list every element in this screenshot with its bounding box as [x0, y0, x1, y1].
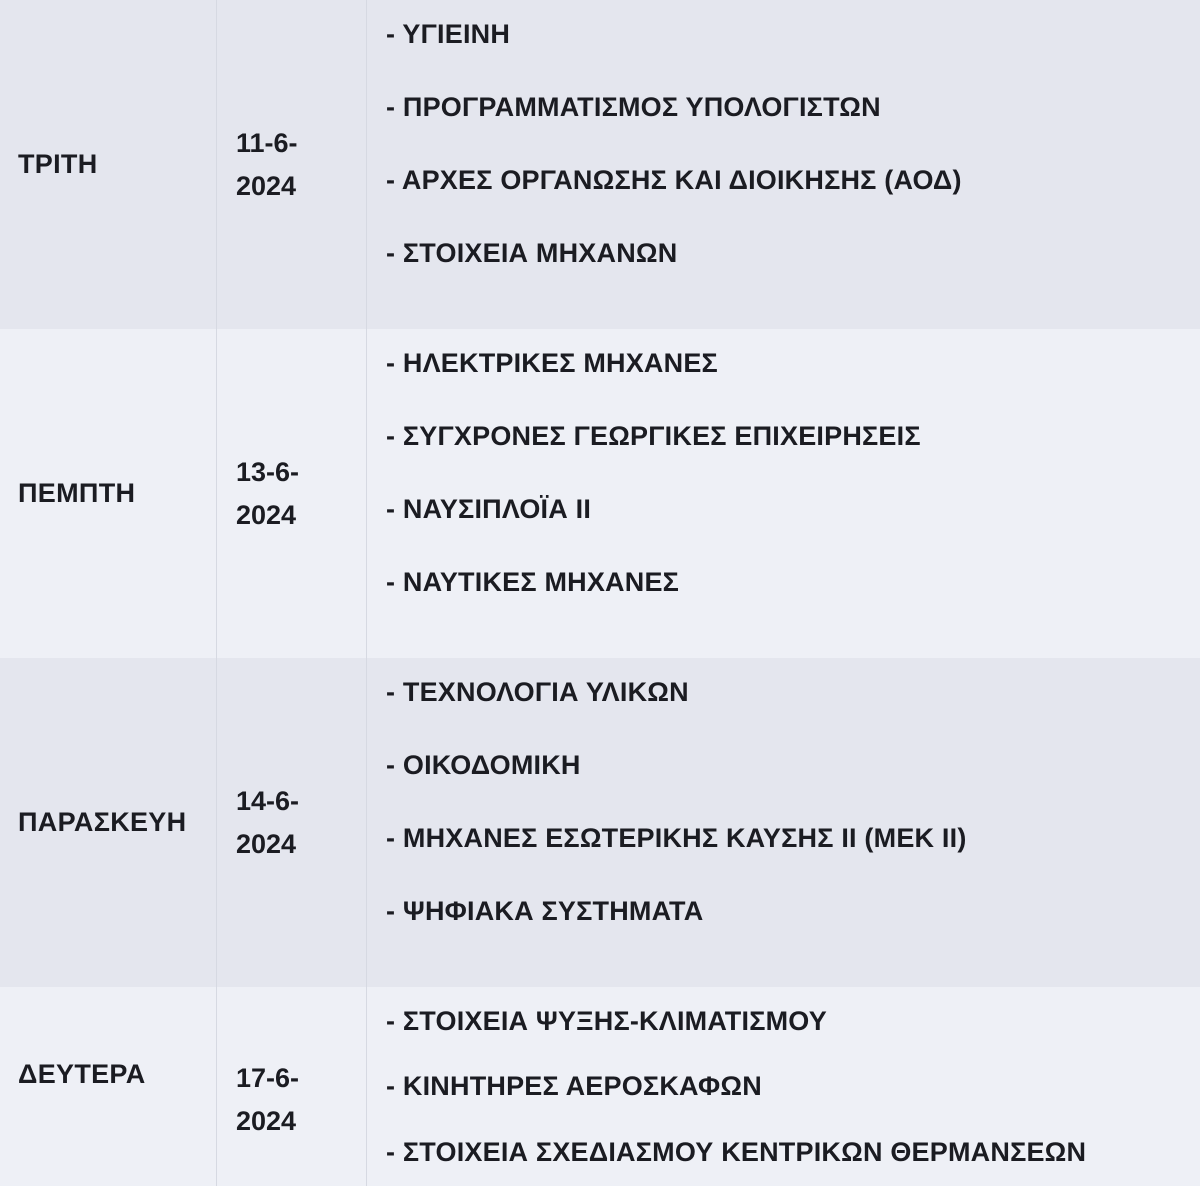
subject-item: - ΠΡΟΓΡΑΜΜΑΤΙΣΜΟΣ ΥΠΟΛΟΓΙΣΤΩΝ: [386, 92, 881, 122]
subject-item: - ΟΙΚΟΔΟΜΙΚΗ: [386, 750, 581, 780]
day-cell: [0, 987, 217, 1186]
subject-item: - ΣΤΟΙΧΕΙΑ ΜΗΧΑΝΩΝ: [386, 238, 678, 268]
date-cell: [217, 329, 367, 658]
date-label: 14-6- 2024: [236, 785, 300, 859]
day-cell: [0, 0, 217, 329]
date-cell: [217, 658, 367, 987]
day-cell: [0, 329, 217, 658]
subject-item: - ΝΑΥΣΙΠΛΟΪΑ ΙΙ: [386, 494, 592, 524]
subject-item: - ΚΙΝΗΤΗΡΕΣ ΑΕΡΟΣΚΑΦΩΝ: [386, 1071, 762, 1102]
subject-item: - ΣΥΓΧΡΟΝΕΣ ΓΕΩΡΓΙΚΕΣ ΕΠΙΧΕΙΡΗΣΕΙΣ: [386, 421, 921, 451]
day-label: ΤΡΙΤΗ: [18, 149, 98, 179]
subject-item: - ΗΛΕΚΤΡΙΚΕΣ ΜΗΧΑΝΕΣ: [386, 348, 718, 378]
subject-item: - ΨΗΦΙΑΚΑ ΣΥΣΤΗΜΑΤΑ: [386, 896, 704, 926]
subject-item: - ΜΗΧΑΝΕΣ ΕΣΩΤΕΡΙΚΗΣ ΚΑΥΣΗΣ ΙΙ (ΜΕΚ ΙΙ): [386, 823, 967, 853]
date-label: 17-6- 2024: [236, 1063, 300, 1136]
subjects-cell: [367, 658, 1200, 987]
date-label: 13-6- 2024: [236, 456, 300, 530]
day-label: ΠΕΜΠΤΗ: [18, 478, 136, 508]
day-label: ΔΕΥΤΕΡΑ: [18, 1059, 146, 1089]
subjects-cell: [367, 329, 1200, 658]
subject-item: - ΣΤΟΙΧΕΙΑ ΣΧΕΔΙΑΣΜΟΥ ΚΕΝΤΡΙΚΩΝ ΘΕΡΜΑΝΣΕΩΝ: [386, 1136, 1087, 1167]
table-row: [0, 658, 1200, 987]
day-cell: [0, 658, 217, 987]
day-label: ΠΑΡΑΣΚΕΥΗ: [18, 807, 187, 837]
subject-item: - ΤΕΧΝΟΛΟΓΙΑ ΥΛΙΚΩΝ: [386, 677, 689, 707]
date-cell: [217, 987, 367, 1186]
table-row: [0, 987, 1200, 1186]
table-row: [0, 0, 1200, 329]
subject-item: - ΝΑΥΤΙΚΕΣ ΜΗΧΑΝΕΣ: [386, 567, 680, 597]
subjects-cell: [367, 0, 1200, 329]
table-row: [0, 329, 1200, 658]
subjects-cell: [367, 987, 1200, 1186]
date-label: 11-6- 2024: [236, 127, 298, 201]
subject-item: - ΣΤΟΙΧΕΙΑ ΨΥΞΗΣ-ΚΛΙΜΑΤΙΣΜΟΥ: [386, 1006, 827, 1036]
subject-item: - ΑΡΧΕΣ ΟΡΓΑΝΩΣΗΣ ΚΑΙ ΔΙΟΙΚΗΣΗΣ (ΑΟΔ): [386, 165, 962, 195]
date-cell: [217, 0, 367, 329]
subject-item: - ΥΓΙΕΙΝΗ: [386, 19, 511, 49]
